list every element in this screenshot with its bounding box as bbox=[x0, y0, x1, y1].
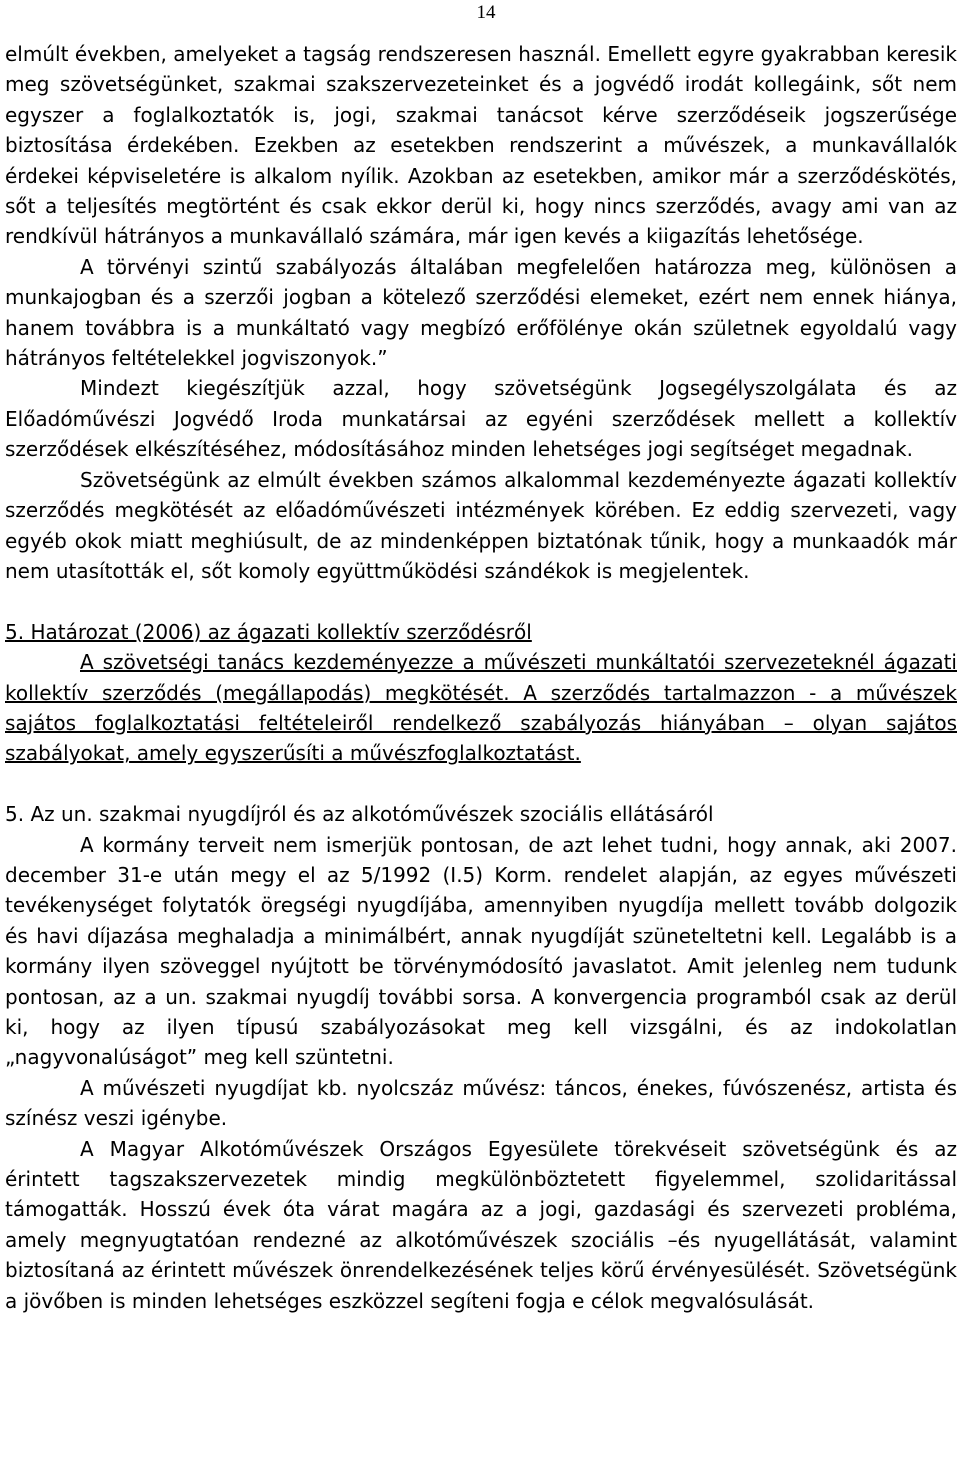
paragraph: A kormány terveit nem ismerjük pontosan, de azt lehet tudni, hogy annak, aki 2007. december 31-e után megy el az 5/1992 (I.5) Korm. rendelet alapján, az egyes művészeti tevékenységet folytatók öregségi nyugdíjába, amennyiben nyugdíja mellett tovább dolgozik és havi díjazása meghaladja a minimálbért, annak nyugdíját szüneteltetni kell. Legalább is a kormány ilyen szöveggel nyújtott be törvénymódosító javaslatot. Amit jelenleg nem tudunk pontosan, az a un. szakmai nyugdíj további sorsa. A konvergencia programból csak az derül ki, hogy az ilyen típusú szabályozásokat meg kell vizsgálni, és az indokolatlan „nagyvonalúságot” meg kell szüntetni. bbox=[5, 832, 957, 1070]
paragraph: A művészeti nyugdíjat kb. nyolcszáz művész: táncos, énekes, fúvószenész, artista és színész veszi igénybe. bbox=[5, 1075, 957, 1131]
paragraph: Mindezt kiegészítjük azzal, hogy szövetségünk Jogsegélyszolgálata és az Előadóművészi Jogvédő Iroda munkatársai az egyéni szerződések mellett a kollektív szerződések elkészítéséhez, módosításához minden lehetséges jogi segítséget megadnak. bbox=[5, 376, 957, 462]
resolution-body: A szövetségi tanács kezdeményezze a művészeti munkáltatói szervezeteknél ágazati kollektív szerződés (megállapodás) megkötését. A szerződés tartalmazzon - a művészek sajátos foglalkoztatási feltételeiről rendelkező szabályozás hiányában – olyan sajátos szabályokat, amely egyszerűsíti a művészfoglalkoztatást. bbox=[5, 650, 957, 766]
paragraph: elmúlt években, amelyeket a tagság rendszeresen használ. Emellett egyre gyakrabban keresik meg szövetségünket, szakmai szakszervezeteinket és a jogvédő irodát kollegáink, sőt nem egyszer a foglalkoztatók is, jogi, szakmai tanácsot kérve szerződéseik jogszerűsége biztosítása érdekében. Ezekben az esetekben rendszerint a művészek, a munkavállalók érdekei képviseletére is alkalom nyílik. Azokban az esetekben, amikor már a szerződéskötés, sőt a teljesítés megtörtént és csak ekkor derül ki, hogy nincs szerződés, avagy ami van az rendkívül hátrányos a munkavállaló számára, már igen kevés a kiigazítás lehetősége. bbox=[5, 42, 957, 249]
paragraph: Szövetségünk az elmúlt években számos alkalommal kezdeményezte ágazati kollektív szerződés megkötését az előadóművészeti intézmények körében. Ez eddig szervezeti, vagy egyéb okok miatt meghiúsult, de az mindenképpen biztatónak tűnik, hogy a munkaadók már nem utasították el, sőt komoly együttműködési szándékok is megjelentek. bbox=[5, 467, 957, 583]
resolution-heading: 5. Határozat (2006) az ágazati kollektív szerződésről bbox=[5, 619, 532, 644]
spacer bbox=[5, 586, 957, 616]
section-heading: 5. Az un. szakmai nyugdíjról és az alkotóművészek szociális ellátásáról bbox=[5, 802, 714, 827]
paragraph: A Magyar Alkotóművészek Országos Egyesülete törekvéseit szövetségünk és az érintett tagszakszervezetek mindig megkülönböztetett figyelemmel, szolidaritással támogatták. Hosszú évek óta várat magára az a jogi, gazdasági és szervezeti probléma, amely megnyugtatóan rendezné az alkotóművészek szociális –és nyugellátását, valamint biztosítaná az érintett művészek önrendelkezésének teljes körű érvényesülését. Szövetségünk a jövőben is minden lehetséges eszközzel segíteni fogja e célok megvalósulását. bbox=[5, 1136, 957, 1313]
paragraph: A törvényi szintű szabályozás általában megfelelően határozza meg, különösen a munkajogban és a szerzői jogban a kötelező szerződési elemeket, ezért nem ennek hiánya, hanem továbbra is a munkáltató vagy megbízó erőfölénye okán születnek egyoldalú vagy hátrányos feltételekkel jogviszonyok.” bbox=[5, 254, 957, 371]
document-body bbox=[5, 39, 957, 1316]
page-number: 14 bbox=[476, 2, 496, 23]
spacer bbox=[5, 769, 957, 799]
